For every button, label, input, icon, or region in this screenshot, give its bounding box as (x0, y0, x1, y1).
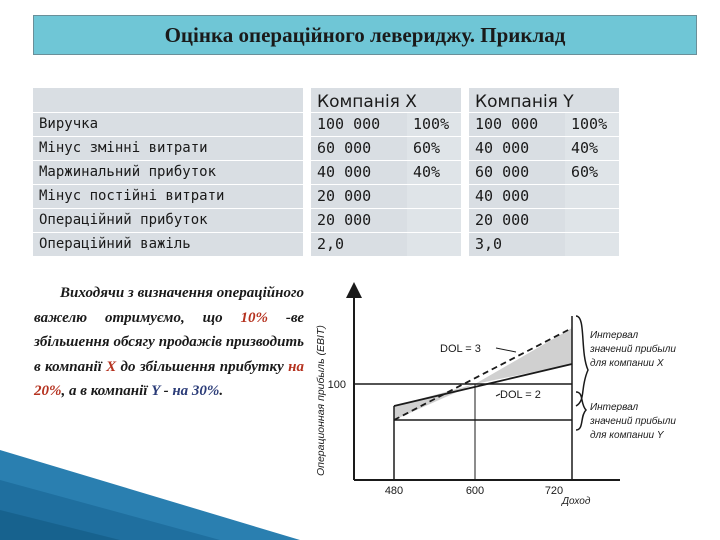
header-company-x: Компанія X (311, 88, 461, 112)
company-y-percent: 100% (565, 112, 619, 136)
table-row (33, 184, 619, 208)
table-header-row (33, 88, 619, 112)
series-label-dol2: DOL = 2 (500, 389, 541, 401)
company-y-percent (565, 232, 619, 256)
table-row (33, 208, 619, 232)
x-axis-label: Доход (562, 496, 591, 507)
company-x-percent: 100% (407, 112, 461, 136)
y-tick-label-100: 100 (327, 379, 346, 391)
company-y-percent (565, 184, 619, 208)
company-x-percent (407, 232, 461, 256)
interval-y-annotation: Интервал значений прибыли для компании Y (590, 402, 676, 441)
company-y-value: 60 000 (469, 160, 565, 184)
slide-title-text: Оцінка операційного левериджу. Приклад (164, 22, 566, 47)
leader-dol3 (496, 348, 516, 352)
table-row (33, 112, 619, 136)
company-x-value: 100 000 (311, 112, 407, 136)
series-dol2-line (394, 364, 572, 406)
table-row (33, 232, 619, 256)
header-company-y: Компанія Y (469, 88, 619, 112)
company-x-percent (407, 184, 461, 208)
company-y-percent: 40% (565, 136, 619, 160)
company-y-value: 20 000 (469, 208, 565, 232)
company-y-value: 3,0 (469, 232, 565, 256)
x-tick-label-720: 720 (544, 485, 564, 497)
series-dol3-line (394, 328, 572, 420)
x-tick-label-480: 480 (384, 485, 404, 497)
slide-title (33, 15, 697, 55)
x-tick-label-600: 600 (465, 485, 485, 497)
company-x-percent: 40% (407, 160, 461, 184)
series-label-dol3: DOL = 3 (440, 343, 481, 355)
company-y-value: 100 000 (469, 112, 565, 136)
row-label: Операційний прибуток (33, 208, 303, 232)
company-x-ref: X (106, 358, 117, 375)
company-x-value: 60 000 (311, 136, 407, 160)
company-y-percent: 60% (565, 160, 619, 184)
row-label: Мінус змінні витрати (33, 136, 303, 160)
company-y-value: 40 000 (469, 136, 565, 160)
y-axis-label: Операционная прибыль (EBIT) (315, 325, 327, 476)
row-label: Мінус постійні витрати (33, 184, 303, 208)
percent-10: 10% (240, 309, 268, 326)
company-y-value: 40 000 (469, 184, 565, 208)
corner-decoration (0, 420, 300, 540)
company-x-percent (407, 208, 461, 232)
company-x-value: 20 000 (311, 208, 407, 232)
explanation-text: Виходячи з визначення операційного важелю отримуємо, що 10% -ве збільшення обсягу продажів призводить в компанії X до збільшення прибутку на 20%, а в компанії Y - на 30%. (34, 285, 305, 399)
company-x-value: 40 000 (311, 160, 407, 184)
percent-30: на 30% (172, 383, 220, 399)
company-x-value: 2,0 (311, 232, 407, 256)
comparison-table (33, 88, 619, 257)
brace-company-y (576, 392, 586, 430)
table-row (33, 160, 619, 184)
row-label: Маржинальний прибуток (33, 160, 303, 184)
table-row (33, 136, 619, 160)
leverage-chart (300, 280, 720, 510)
company-y-percent (565, 208, 619, 232)
company-x-value: 20 000 (311, 184, 407, 208)
interval-x-annotation: Интервал значений прибыли для компании X (590, 330, 676, 369)
company-x-percent: 60% (407, 136, 461, 160)
header-empty-cell (33, 88, 303, 112)
row-label: Виручка (33, 112, 303, 136)
row-label: Операційний важіль (33, 232, 303, 256)
company-y-ref: Y (151, 383, 160, 399)
percent-20: на 20% (34, 358, 304, 399)
